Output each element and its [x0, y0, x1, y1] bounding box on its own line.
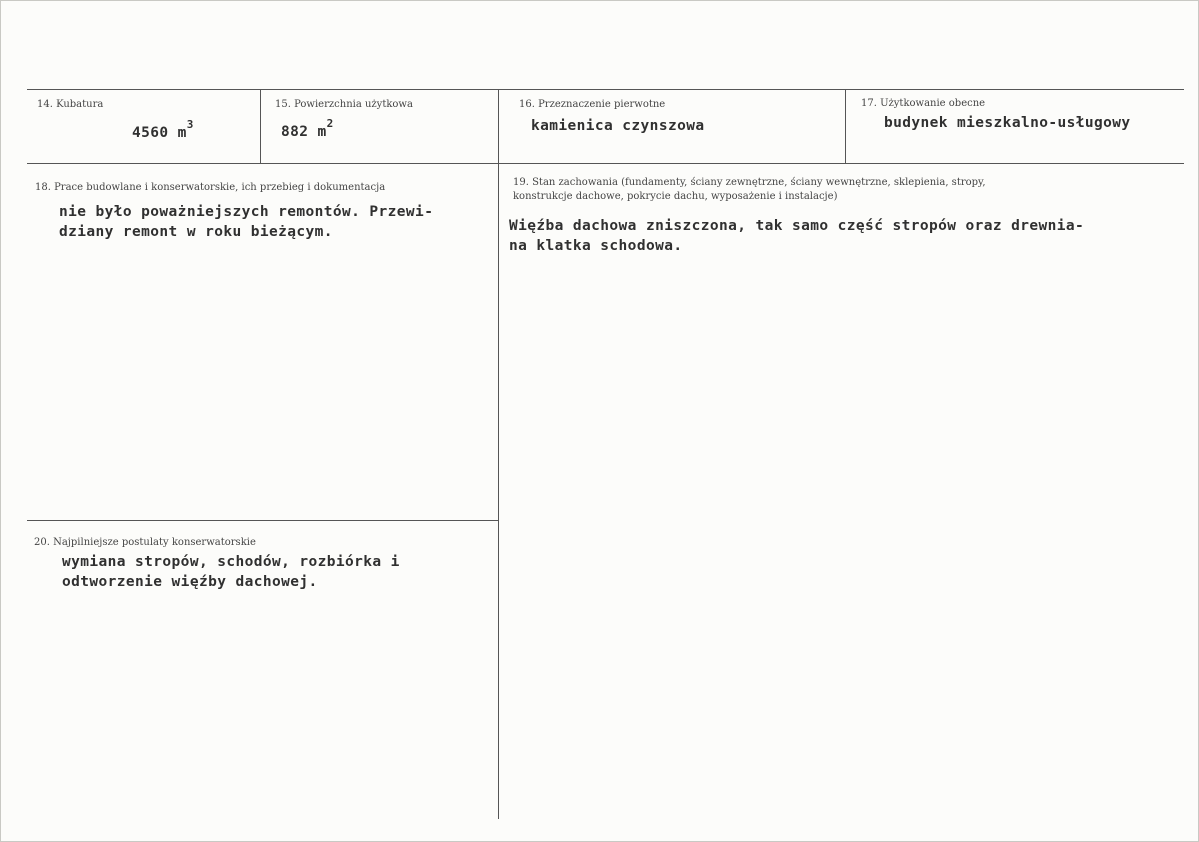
field-20-line-2: odtworzenie więźby dachowej. — [62, 574, 318, 590]
field-20-label: 20. Najpilniejsze postulaty konserwatorskie — [34, 537, 256, 548]
field-17-label: 17. Użytkowanie obecne — [861, 98, 986, 109]
field-15-label: 15. Powierzchnia użytkowa — [275, 99, 413, 110]
field-14-value: 4560 $m^3$ — [132, 118, 194, 141]
field-19-label-line-2: konstrukcje dachowe, pokrycie dachu, wyposażenie i instalacje) — [513, 191, 838, 202]
field-19-line-2: na klatka schodowa. — [509, 238, 683, 254]
field-14-label: 14. Kubatura — [37, 99, 104, 110]
field-15-value: 882 $m^2$ — [281, 117, 334, 140]
field-18-line-1: nie było poważniejszych remontów. Przewi- — [59, 204, 434, 220]
field-19-line-1: Więźba dachowa zniszczona, tak samo część stropów oraz drewnia- — [509, 218, 1085, 234]
field-19-label-line-1: 19. Stan zachowania (fundamenty, ściany zewnętrzne, ściany wewnętrzne, sklepienia, stropy, — [513, 177, 986, 188]
field-18-label: 18. Prace budowlane i konserwatorskie, ich przebieg i dokumentacja — [35, 182, 386, 193]
field-18-line-2: dziany remont w roku bieżącym. — [59, 224, 333, 240]
field-16-value: kamienica czynszowa — [531, 118, 705, 134]
field-20-line-1: wymiana stropów, schodów, rozbiórka i — [62, 554, 400, 570]
divider-14-15 — [260, 89, 261, 163]
section-20-rule — [27, 520, 498, 521]
header-row-rule — [27, 163, 1184, 164]
field-17-value: budynek mieszkalno-usługowy — [884, 115, 1131, 131]
divider-16-17 — [845, 89, 846, 163]
field-16-label: 16. Przeznaczenie pierwotne — [519, 99, 666, 110]
divider-main — [498, 89, 499, 819]
top-rule — [27, 89, 1184, 90]
